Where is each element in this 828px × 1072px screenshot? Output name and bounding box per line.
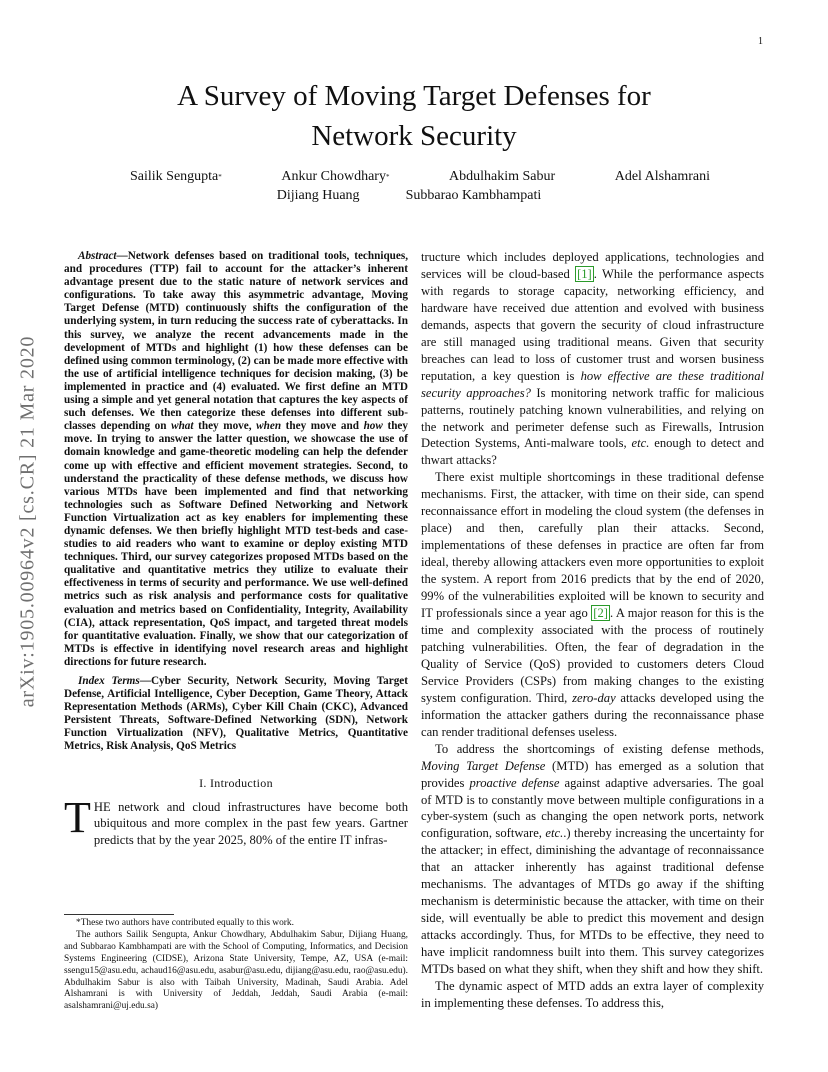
author: Dijiang Huang [276, 188, 360, 203]
intro-paragraph: THE network and cloud infrastructures have become both ubiquitous and more complex in the past few years. Gartner predicts that by the year 2025, 80% of the entire IT infras- [64, 792, 408, 847]
index-terms: Index Terms—Cyber Security, Network Security, Moving Target Defense, Artificial Intelligence, Cyber Deception, Game Theory, Attack Representation Methods (ARMs), Cyber Kill Chain (CKC), Advanced Persistent Threats, Software-Defined Networking (SDN), Network Function Virtualization (NFV), Qualitative Metrics, Quantitative Metrics, Risk Analysis, QoS Metrics [64, 675, 408, 753]
body-paragraph: The dynamic aspect of MTD adds an extra layer of complexity in implementing these defenses. To address this, [421, 978, 764, 1010]
author: Subbarao Kambhampati [405, 188, 542, 203]
body-paragraph: There exist multiple shortcomings in these traditional defense mechanisms. First, the attacker, with time on their side, can spend reconnaissance effort in modeling the cloud system (the defenses in place) and then, carefully plan their attacks. Second, implementations of these defenses in practice are often far from ideal, thereby allowing attackers even more opportunities to exploit the system. A report from 2016 predicts that by the end of 2020, 99% of the vulnerabilities exploited will be known to security and IT professionals since a year ago [2] . A major reason for this is the time and complexity associated with the process of routinely patching vulnerabilities. Often, the fear of degradation in the Quality of Service (QoS) provided to customers deters Cloud Service Providers (CSPs) from making changes to the existing system configuration. Third, zero-day attacks developed using the information the attacker gathers during the reconnaissance phase can render traditional defenses useless. [421, 470, 764, 739]
author: Sailik Sengupta* [130, 169, 222, 184]
body-paragraph: To address the shortcomings of existing defense methods, Moving Target Defense (MTD) has emerged as a solution that provides proactive defense against adaptive adversaries. The goal of MTD is to constantly move between multiple configurations in a cyber-system (such as changing the open network ports, network configuration, software, etc..) thereby increasing the uncertainty for the attacker; in effect, diminishing the advantage of reconnaissance that an attacker inherently has against traditional defense mechanisms. The advantages of MTDs go away if the shifting mechanism is deterministic because the attacker, with time on their side, will eventually be able to predict this movement and design attacks accordingly. Thus, for MTDs to be effective, they need to have implicit randomness built into them. This survey categorizes MTDs based on what they shift, when they shift and how they shift. [421, 741, 765, 977]
abstract: Abstract—Network defenses based on traditional tools, techniques, and procedures (TTP) fail to account for the attacker’s inherent advantage present due to the static nature of network services and configurations. To take away this asymmetric advantage, Moving Target Defense (MTD) continuously shifts the configuration of the underlying system, in turn reducing the success rate of cyberattacks. In this survey, we analyze the recent advancements made in the development of MTDs and highlight (1) how these defenses can be defined using common terminology, (2) can be made more effective with the use of artificial intelligence techniques for decision making, (3) be implemented in practice and (4) evaluated. We first define an MTD using a simple and yet general notation that captures the key aspects of such defenses. We then categorize these defenses into different sub-classes depending on what they move, when they move and how they move. In trying to answer the latter question, we showcase the use of domain knowledge and game-theoretic modeling can help the defender come up with effective and efficient movement strategies. Second, to understand the practicality of these defense methods, we discuss how various MTDs have been implemented and find that networking technologies such as Software Defined Networking and Network Function Virtualization act as key enablers for implementing these dynamic defenses. We then briefly highlight MTD test-beds and case-studies to aid readers who want to examine or deploy existing MTD techniques. Third, our survey categorizes proposed MTDs based on the qualitative and quantitative metrics they utilize to evaluate their effectiveness in terms of security and performance. We use well-defined metrics such as risk analysis and performance costs for qualitative evaluation and metrics based on Confidentiality, Integrity, Availability (CIA), attack representation, QoS impact, and targeted threat models for quantitative evaluation. Finally, we show that our categorization of MTDs is effective in identifying novel research areas and highlight directions for future research. [64, 250, 408, 668]
author: Ankur Chowdhary* [281, 169, 390, 184]
author-list [130, 168, 710, 205]
page-number: 1 [758, 36, 763, 47]
footnote [64, 914, 408, 1013]
citation-link[interactable]: [2] [593, 606, 608, 621]
author: Abdulhakim Sabur [449, 169, 556, 184]
drop-cap: T [64, 792, 91, 842]
body-paragraph: tructure which includes deployed applications, technologies and services will be cloud-based [1] . While the performance aspects with regards to storage capacity, networking efficiency, and hardware have received due attention and evolved with business demands, aspects that govern the security of cloud infrastructure are still managed using traditional means. Given that security breaches can lead to loss of customer trust and worsen business reputation, a key question is how effective are these traditional security approaches? Is monitoring network traffic for malicious patterns, routinely patching known vulnerabilities, and relying on the network and perimeter defense such as Firewalls, Intrusion Detection Systems, Anti-malware tools, etc. enough to detect and thwart attacks? [421, 250, 764, 468]
title-line-1: A Survey of Moving Target Defenses for [177, 80, 651, 112]
title-line-2: Network Security [311, 120, 517, 152]
left-column [64, 250, 408, 848]
footnote-affiliations: The authors Sailik Sengupta, Ankur Chowdhary, Abdulhakim Sabur, Dijiang Huang, and Subbarao Kambhampati are with the School of Computing, Informatics, and Decision Systems Engineering (CIDSE), Arizona State University, Tempe, AZ, USA (e-mail: ssengu15@asu.edu, achaud16@asu.edu, asabur@asu.edu, dijiang@asu.edu, rao@asu.edu). Abdulhakim Sabur is also with Taibah University, Madinah, Saudi Arabia. Adel Alshamrani is with University of Jeddah, Jeddah, Saudi Arabia (e-mail: asalshamrani@uj.edu.sa) [64, 929, 408, 1012]
section-heading: I. Introduction [199, 775, 273, 790]
citation-link[interactable]: [1] [577, 266, 592, 281]
author: Adel Alshamrani [614, 169, 710, 184]
arxiv-watermark: arXiv:1905.00964v2 [cs.CR] 21 Mar 2020 [16, 335, 39, 708]
paper-title [100, 76, 728, 156]
footnote-rule [64, 914, 174, 915]
footnote-equal-contrib: *These two authors have contributed equally to this work. [76, 918, 294, 928]
right-column [421, 249, 764, 1012]
